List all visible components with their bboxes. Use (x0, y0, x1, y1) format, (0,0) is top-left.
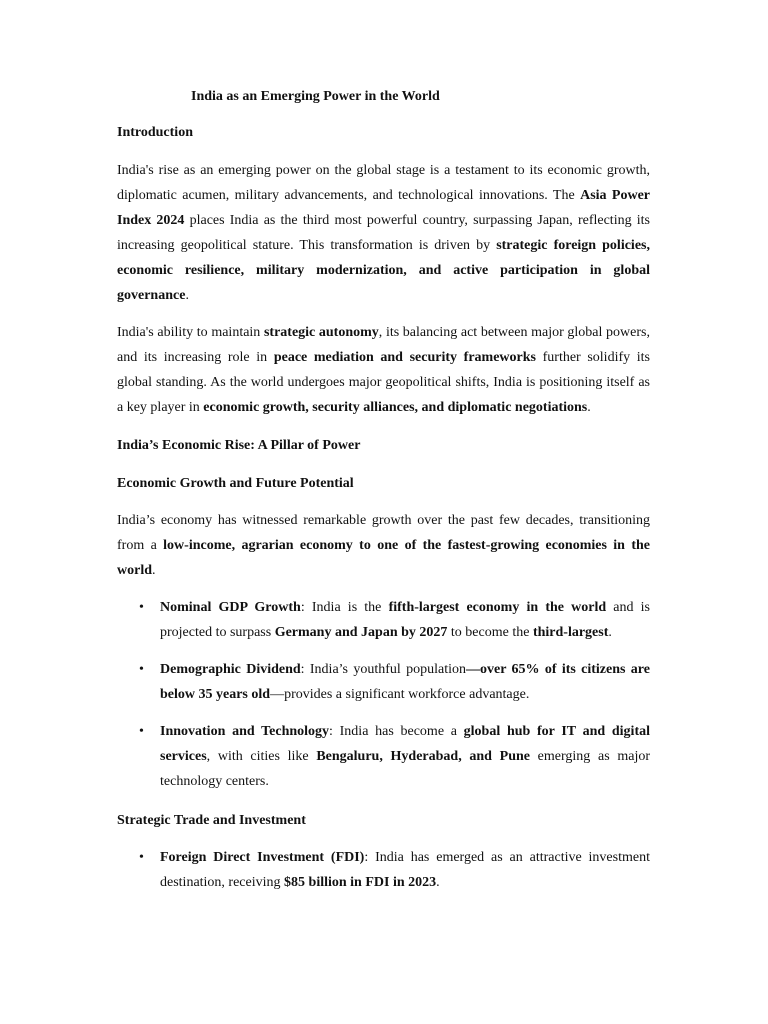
bullet-text: : India has emerged as an attractive investment destination, receiving (160, 850, 650, 890)
p2-text: , its balancing act between major global powers, and its increasing role in (117, 325, 650, 365)
p1-text: India's rise as an emerging power on the global stage is a testament to its economic growth, diplomatic acumen, military advancements, and technological innovations. The (117, 163, 650, 203)
list-item (117, 657, 650, 707)
list-item (117, 845, 650, 895)
p2-text: further solidify its global standing. As the world undergoes major geopolitical shifts, India is positioning itself as a key player in (117, 350, 650, 415)
bullet-bold: global hub for IT and digital services (160, 724, 650, 764)
bullet-bold: Nominal GDP Growth (160, 600, 301, 615)
bullet-bold: Germany and Japan by 2027 (274, 625, 448, 640)
p2-bold: strategic autonomy (263, 325, 379, 340)
bullet-list-economic (117, 595, 650, 794)
bullet-text: . (608, 625, 612, 640)
bullet-text: and is projected to surpass (160, 600, 650, 640)
bullet-text: : India’s youthful population (300, 662, 466, 677)
subheading-strategic-trade: Strategic Trade and Investment (117, 813, 306, 828)
bullet-text: emerging as major technology centers. (160, 749, 650, 789)
bullet-text: , with cities like (206, 749, 317, 764)
bullet-bold: Innovation and Technology (160, 724, 330, 739)
bullet-icon: • (139, 662, 144, 677)
p2-text: India's ability to maintain (117, 325, 264, 340)
list-item (117, 595, 650, 645)
p1-bold: strategic foreign policies, economic resilience, military modernization, and active participation in global governance (117, 238, 650, 303)
p1-bold: Asia Power Index 2024 (117, 188, 650, 228)
bullet-icon: • (139, 850, 144, 865)
economy-paragraph (117, 508, 650, 583)
p2-text: . (587, 400, 591, 415)
bullet-text: : India is the (300, 600, 389, 615)
intro-heading: Introduction (117, 125, 193, 140)
bullet-bold: Demographic Dividend (160, 662, 301, 677)
list-item (117, 719, 650, 794)
p2-bold: economic growth, security alliances, and diplomatic negotiations (203, 400, 588, 415)
bullet-bold: third-largest (532, 625, 609, 640)
p3-text: India’s economy has witnessed remarkable growth over the past few decades, transitioning from a (117, 513, 650, 553)
bullet-bold: Bengaluru, Hyderabad, and Pune (316, 749, 530, 764)
p1-text: places India as the third most powerful country, surpassing Japan, reflecting its increasing geopolitical stature. This transformation is driven by (117, 213, 650, 253)
bullet-icon: • (139, 724, 144, 739)
bullet-bold: Foreign Direct Investment (FDI) (160, 850, 365, 865)
subheading-economic-growth: Economic Growth and Future Potential (117, 476, 354, 491)
bullet-icon: • (139, 600, 144, 615)
p2-bold: peace mediation and security frameworks (273, 350, 536, 365)
bullet-text: —provides a significant workforce advantage. (270, 687, 530, 702)
intro-paragraph-1 (117, 158, 650, 308)
p3-text: . (152, 563, 156, 578)
intro-paragraph-2 (117, 320, 650, 420)
bullet-bold: $85 billion in FDI in 2023 (284, 875, 437, 890)
bullet-text: . (436, 875, 440, 890)
p3-bold: low-income, agrarian economy to one of the fastest-growing economies in the world (117, 538, 650, 578)
document-title: India as an Emerging Power in the World (191, 89, 440, 104)
bullet-bold: —over 65% of its citizens are below 35 years old (160, 662, 650, 702)
bullet-list-trade (117, 845, 650, 895)
bullet-text: : India has become a (329, 724, 464, 739)
bullet-bold: fifth-largest economy in the world (388, 600, 607, 615)
p1-text: . (185, 288, 189, 303)
section-heading-economic-rise: India’s Economic Rise: A Pillar of Power (117, 438, 361, 453)
bullet-text: to become the (447, 625, 533, 640)
